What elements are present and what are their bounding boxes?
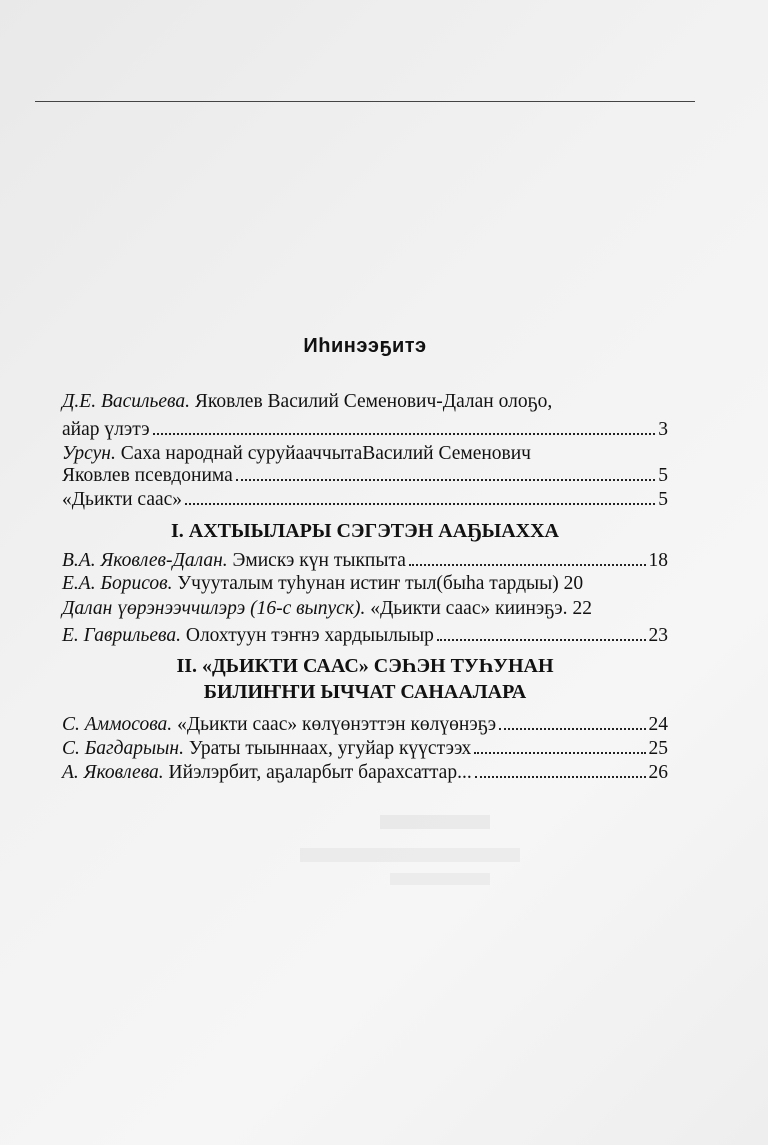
entry-title: Яковлев Василий Семенович-Далан олоҕо, [194, 391, 553, 412]
toc-entry-cont [62, 415, 668, 441]
entry-title: «Дьикти саас» көлүөнэттэн көлүөнэҕэ [177, 714, 497, 735]
entry-page: 23 [648, 625, 668, 646]
entry-title: Эмискэ күн тыкпыта [232, 550, 406, 571]
entry-author: Далан үөрэнээччилэрэ (16-с выпуск). [62, 598, 366, 619]
entry-page: 3 [658, 419, 668, 440]
toc-entry [62, 389, 668, 415]
entry-page: 22 [572, 598, 592, 619]
entry-page: 20 [563, 573, 584, 594]
leader-dots [409, 546, 646, 566]
leader-dots [474, 734, 645, 754]
toc-entry [62, 485, 668, 511]
entry-author: А. Яковлева. [62, 762, 164, 783]
entry-title: Учууталым туһунан истиҥ тыл(быһа тардыы) [177, 573, 559, 594]
entry-title: Ураты тыыннаах, угуйар күүстээх [188, 738, 472, 759]
entry-page: 26 [648, 762, 668, 783]
leader-dots [499, 710, 645, 730]
entry-page: 25 [648, 738, 668, 759]
section-heading-line2: БИЛИҤҤИ ЫЧЧАТ САНААЛАРА [203, 681, 527, 703]
entry-title: Саха народнай суруйааччытаВасилий Семенович [120, 443, 531, 464]
toc-entry [62, 571, 668, 597]
header-rule [35, 101, 695, 102]
entry-title: «Дьикти саас» киинэҕэ. [370, 598, 568, 619]
entry-page: 18 [648, 550, 668, 571]
leader-dots [185, 485, 655, 505]
leader-dots [475, 758, 646, 778]
entry-title: Ийэлэрбит, аҕаларбыт барахсаттар... [168, 762, 472, 783]
entry-author: Д.Е. Васильева. [62, 391, 190, 412]
entry-title: «Дьикти саас» [62, 489, 183, 510]
entry-page: 5 [658, 465, 668, 486]
toc-entry [62, 758, 668, 784]
leader-dots [437, 621, 646, 641]
entry-author: Е.А. Борисов. [62, 573, 173, 594]
section-heading-line1: II. «ДЬИКТИ СААС» СЭҺЭН ТУҺУНАН [176, 655, 554, 677]
toc-entry [62, 621, 668, 647]
entry-title-cont: Яковлев псевдонима [62, 465, 233, 486]
entry-author: Е. Гаврильева. [62, 625, 181, 646]
toc-entry [62, 710, 668, 736]
toc-entry-cont [62, 461, 668, 487]
bleed-through-mark [380, 815, 490, 829]
section-heading: I. АХТЫЫЛАРЫ СЭГЭТЭН ААҔЫАХХА [171, 520, 559, 542]
toc-entry [62, 596, 668, 622]
bleed-through-mark [300, 848, 520, 862]
leader-dots [153, 415, 656, 435]
entry-author: В.А. Яковлев-Далан. [62, 550, 228, 571]
entry-title-cont: айар үлэтэ [62, 419, 150, 440]
toc-entry [62, 734, 668, 760]
toc-title: Иһинээҕитэ [303, 335, 427, 357]
entry-page: 5 [658, 489, 668, 510]
entry-author: С. Аммосова. [62, 714, 173, 735]
toc-entry [62, 546, 668, 572]
entry-page: 24 [648, 714, 668, 735]
entry-author: Урсун. [62, 443, 116, 464]
bleed-through-mark [390, 873, 490, 885]
leader-dots [236, 461, 655, 481]
entry-author: С. Багдарыын. [62, 738, 184, 759]
entry-title: Олохтуун тэҥнэ хардыылыыр [185, 625, 434, 646]
